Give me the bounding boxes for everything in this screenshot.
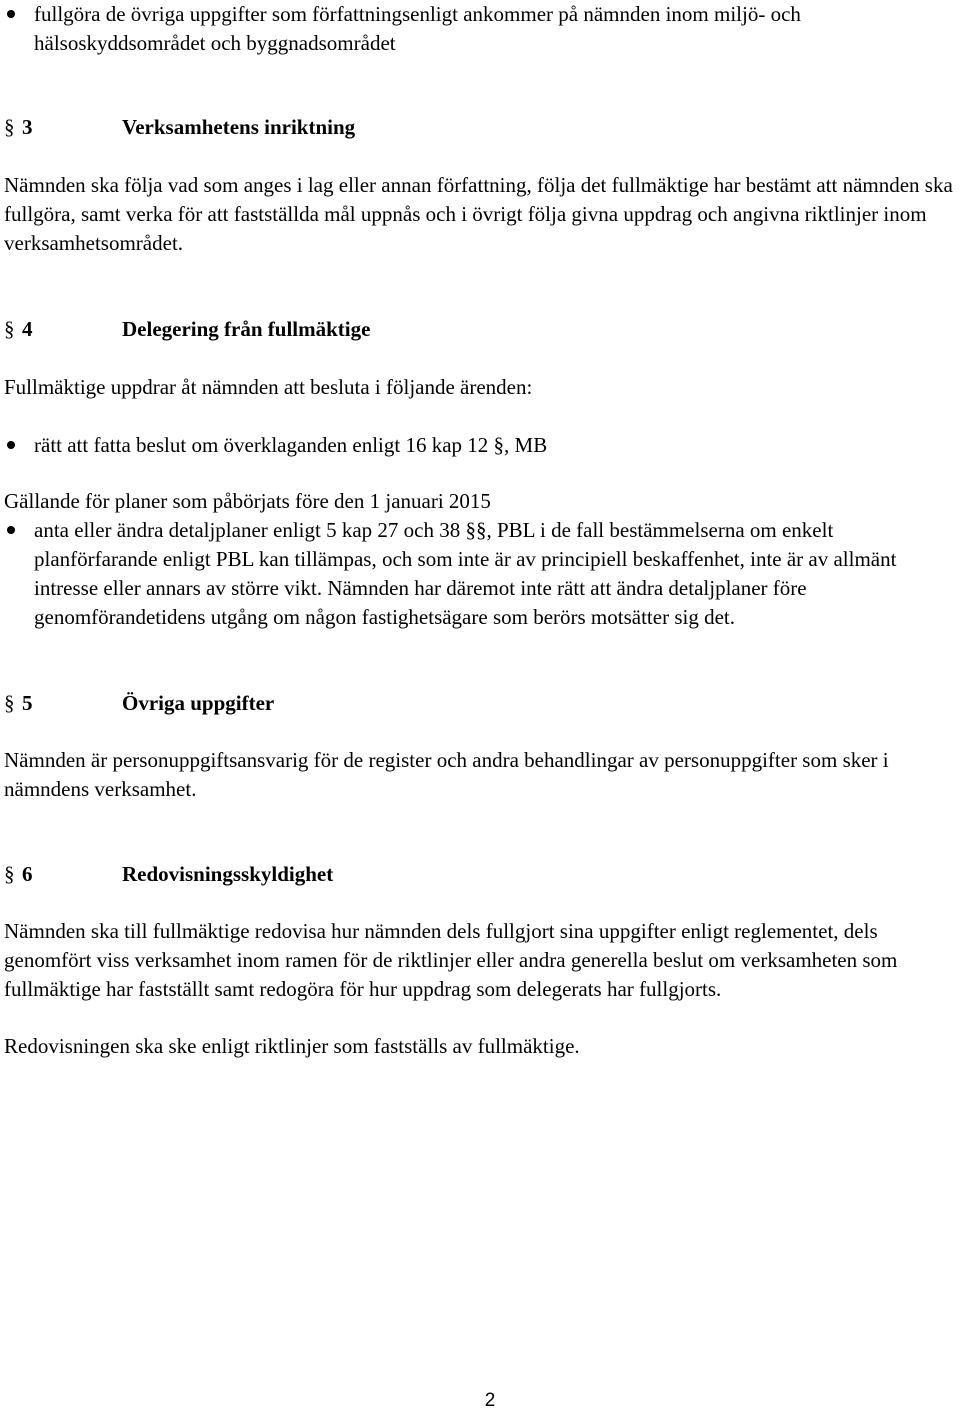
section-6-body-1: Nämnden ska till fullmäktige redovisa hur nämnden dels fullgjort sina uppgifter enligt reglementet, dels genomfört viss verksamhet inom ramen för de riktlinjer eller andra generella beslut om verksamheten som fullmäktige har fastställt samt redogöra för hur uppdrag som delegerats har fullgjorts.: [4, 919, 898, 1001]
intro-bullet-text: fullgöra de övriga uppgifter som författningsenligt ankommer på nämnden inom miljö- och hälsoskyddsområdet och byggnadsområdet: [34, 2, 801, 55]
section-4-title: Delegering från fullmäktige: [122, 317, 371, 341]
section-5-heading: [4, 689, 956, 718]
section-4-heading: [4, 315, 956, 344]
section-symbol: §: [4, 691, 15, 715]
section-4-number: 4: [22, 317, 33, 341]
section-4-bullet-2-text: anta eller ändra detaljplaner enligt 5 kap 27 och 38 §§, PBL i de fall bestämmelserna om enkelt planförfarande enligt PBL kan tillämpas, och som inte är av principiell beskaffenhet, inte är av allmänt intresse eller annars av större vikt. Nämnden har däremot inte rätt att ändra detaljplaner före genomförandetidens utgång om någon fastighetsägare som berörs motsätter sig det.: [34, 518, 897, 629]
section-3-title: Verksamhetens inriktning: [122, 115, 356, 139]
section-6-heading: [4, 860, 956, 889]
intro-bullet-item: [4, 0, 956, 58]
section-4-bullet-2: [4, 516, 956, 632]
section-6-body-2: Redovisningen ska ske enligt riktlinjer som fastställs av fullmäktige.: [4, 1034, 580, 1058]
section-symbol: §: [4, 115, 15, 139]
bullet-icon: [7, 526, 15, 534]
section-4-intro: Fullmäktige uppdrar åt nämnden att besluta i följande ärenden:: [4, 375, 533, 399]
section-5-title: Övriga uppgifter: [122, 691, 275, 715]
section-3-body: Nämnden ska följa vad som anges i lag eller annan författning, följa det fullmäktige har bestämt att nämnden ska fullgöra, samt verka för att fastställda mål uppnås och i övrigt följa givna uppdrag och angivna riktlinjer inom verksamhetsområdet.: [4, 173, 953, 255]
section-symbol: §: [4, 317, 15, 341]
section-6-title: Redovisningsskyldighet: [122, 862, 334, 886]
section-4-note: Gällande för planer som påbörjats före den 1 januari 2015: [4, 489, 491, 513]
section-4-bullet-1-text: rätt att fatta beslut om överklaganden enligt 16 kap 12 §, MB: [34, 433, 548, 457]
bullet-icon: [7, 10, 15, 18]
section-symbol: §: [4, 862, 15, 886]
page-number: 2: [484, 1390, 496, 1411]
section-3-number: 3: [22, 115, 33, 139]
section-5-number: 5: [22, 691, 33, 715]
section-6-number: 6: [22, 862, 33, 886]
bullet-icon: [7, 441, 15, 449]
section-5-body: Nämnden är personuppgiftsansvarig för de register och andra behandlingar av personuppgifter som sker i nämndens verksamhet.: [4, 748, 889, 801]
section-4-bullet-1: [4, 431, 956, 460]
section-3-heading: [4, 113, 956, 142]
document-page: [4, 0, 956, 1061]
